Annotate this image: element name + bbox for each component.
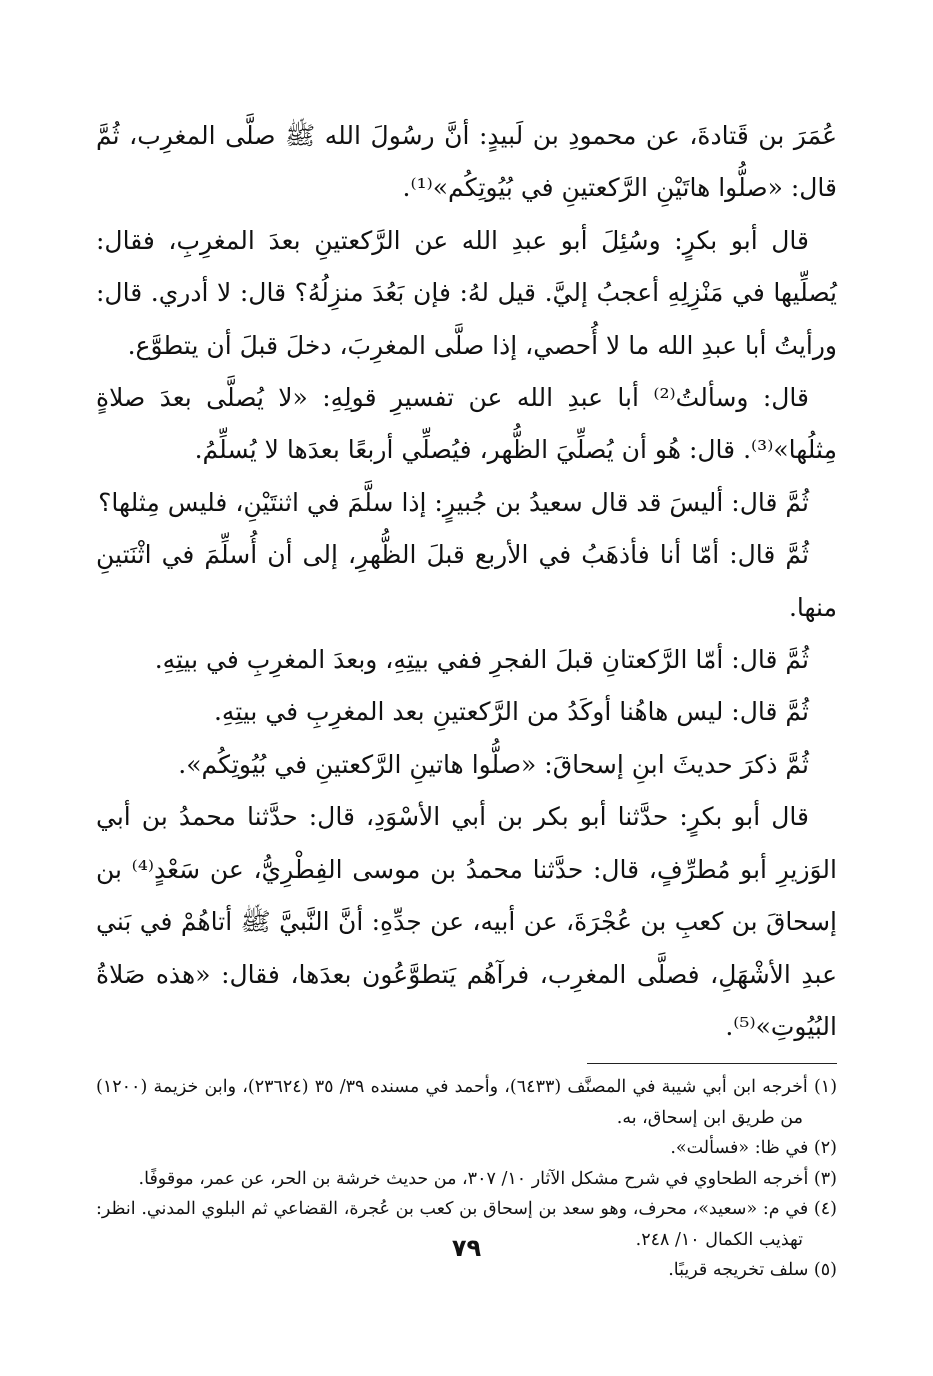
paragraph: قال أبو بكرٍ: وسُئِلَ أبو عبدِ الله عن الرَّكعتينِ بعدَ المغرِبِ، فقال: يُصلِّيها في مَنْزِلِهِ أعجبُ إليَّ. قيل لهُ: فإن بَعُدَ منزِلُهُ؟ قال: لا أدري. قال: ورأيتُ أبا عبدِ الله ما لا أُحصي، إذا صلَّى المغرِبَ، دخلَ قبلَ أن يتطوَّع. bbox=[96, 225, 837, 360]
paragraph: ثُمَّ ذكرَ حديثَ ابنِ إسحاقَ: «صلُّوا هاتينِ الرَّكعتينِ في بُيُوتِكُم». bbox=[178, 749, 809, 779]
footnote: (٣) أخرجه الطحاوي في شرح مشكل الآثار ١٠/ ٣٠٧، من حديث خرشة بن الحر، عن عمر، موقوفًا. bbox=[138, 1168, 837, 1189]
page bbox=[96, 110, 837, 1376]
paragraph: ثُمَّ قال: أمّا أنا فأذهَبُ في الأربع قبلَ الظُّهرِ، إلى أن أُسلِّمَ في اثْنَتينِ منها. bbox=[96, 540, 837, 622]
paragraph: قال أبو بكرٍ: حدَّثنا أبو بكر بن أبي الأسْوَدِ، قال: حدَّثنا محمدُ بن أبي الوَزيرِ أبو مُطرِّفٍ، قال: حدَّثنا محمدُ بن موسى الفِطْرِيُّ، عن سَعْدٍ⁽⁴⁾ بن إسحاقَ بن كعبِ بن عُجْرَةَ، عن أبيه، عن جدِّهِ: أنَّ النَّبيَّ ﷺ أتاهُمْ في بَني عبدِ الأشْهَلِ، فصلَّى المغرِب، فرآهُم يَتطوَّعُون بعدَها، فقال: «هذه صَلاةُ البُيُوتِ»⁽⁵⁾. bbox=[96, 802, 837, 1041]
footnote: (١) أخرجه ابن أبي شيبة في المصنَّف (٦٤٣٣)، وأحمد في مسنده ٣٩/ ٣٥ (٢٣٦٢٤)، وابن خزيمة (١٢٠٠) من طريق ابن إسحاق، به. bbox=[96, 1077, 838, 1128]
paragraph: عُمَرَ بن قَتادةَ، عن محمودِ بن لَبيدٍ: أنَّ رسُولَ الله ﷺ صلَّى المغرِب، ثُمَّ قال: «صلُّوا هاتَيْنِ الرَّكعتينِ في بُيُوتِكُم»⁽¹⁾. bbox=[96, 121, 837, 203]
footnote: (٤) في م: «سعيد»، محرف، وهو سعد بن إسحاق بن كعب بن عُجرة، القضاعي ثم البلوي المدني. انظر: تهذيب الكمال ١٠/ ٢٤٨. bbox=[96, 1199, 837, 1250]
footnote: (٢) في ظا: «فسألت». bbox=[670, 1138, 837, 1159]
main-text bbox=[96, 110, 837, 1053]
page-number: ٧٩ bbox=[451, 1234, 482, 1262]
footnote: (٥) سلف تخريجه قريبًا. bbox=[668, 1260, 837, 1281]
paragraph: ثُمَّ قال: أليسَ قد قال سعيدُ بن جُبيرٍ: إذا سلَّمَ في اثنتَيْنِ، فليس مِثلها؟ bbox=[98, 487, 809, 517]
paragraph: ثُمَّ قال: أمّا الرَّكعتانِ قبلَ الفجرِ ففي بيتِهِ، وبعدَ المغرِبِ في بيتِهِ. bbox=[154, 645, 809, 675]
paragraph: قال: وسألتُ⁽²⁾ أبا عبدِ الله عن تفسيرِ قولِهِ: «لا يُصلَّى بعدَ صلاةٍ مِثلُها»⁽³⁾. قال: هُو أن يُصلِّيَ الظُّهر، فيُصلِّي أربعًا بعدَها لا يُسلِّمُ. bbox=[96, 383, 837, 465]
paragraph: ثُمَّ قال: ليس هاهُنا أوكَدُ من الرَّكعتينِ بعد المغرِبِ في بيتِهِ. bbox=[213, 697, 809, 727]
footnote-divider bbox=[587, 1063, 837, 1064]
